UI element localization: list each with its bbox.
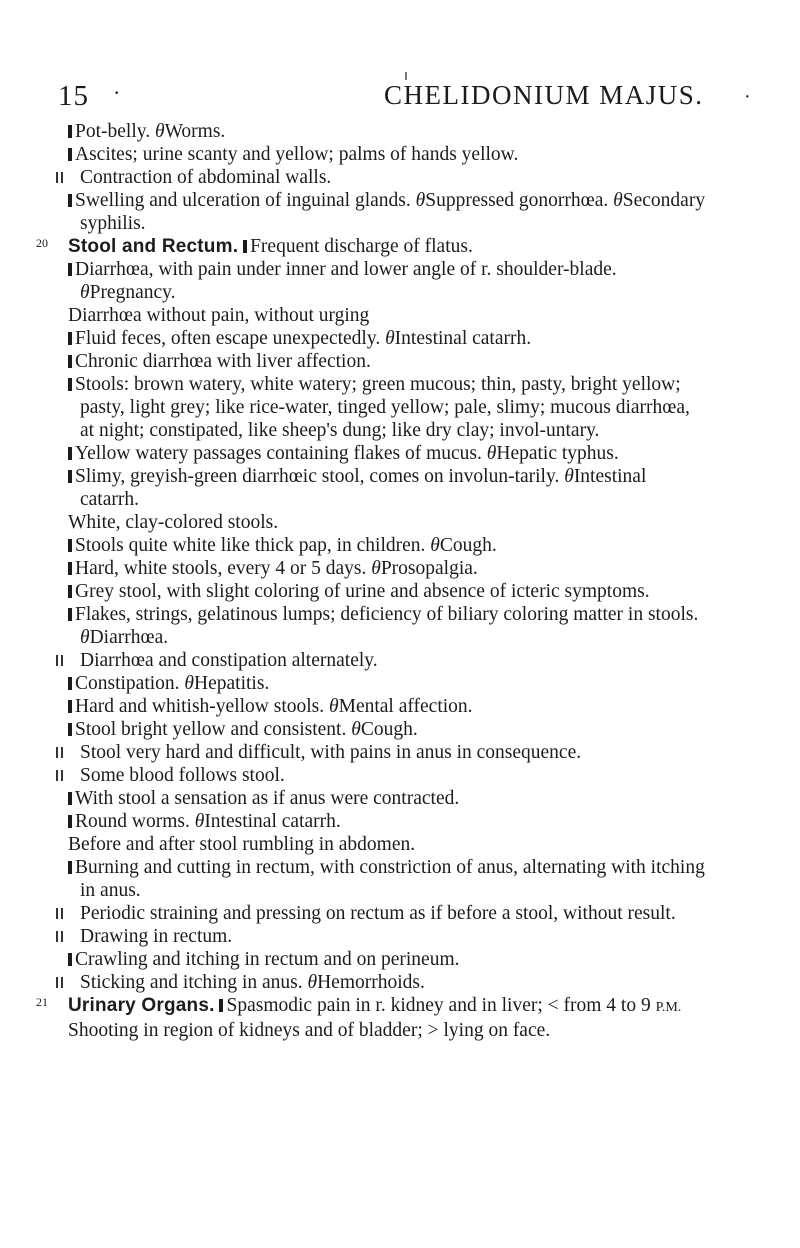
paragraph-text: Round worms. θIntestinal catarrh. — [75, 811, 341, 832]
paragraph-text: Fluid feces, often escape unexpectedly. θIntestinal catarrh. — [75, 328, 532, 349]
symptom-paragraph — [68, 718, 708, 741]
section-paragraph: 21 Urinary Organs. Spasmodic pain in r. kidney and in liver; < from 4 to 9 P.M. — [36, 995, 682, 1016]
double-bullet-mark — [68, 971, 80, 994]
running-header — [0, 72, 800, 112]
symptom-paragraph — [68, 557, 708, 580]
theta-symbol: θ — [307, 972, 318, 993]
symptom-paragraph — [68, 810, 708, 833]
symptom-paragraph — [68, 534, 708, 557]
paragraph-text: With stool a sensation as if anus were contracted. — [75, 788, 460, 809]
paragraph-text: Stools quite white like thick pap, in children. θCough. — [75, 535, 497, 556]
double-bullet-mark — [68, 166, 80, 189]
paragraph-text: Sticking and itching in anus. θHemorrhoids. — [80, 972, 425, 993]
symptom-paragraph — [68, 695, 708, 718]
symptom-paragraph — [68, 511, 708, 534]
double-bullet-mark — [68, 764, 80, 787]
bullet-mark — [68, 263, 72, 276]
page-number: 15 — [58, 80, 89, 112]
paragraph-text: Pot-belly. θWorms. — [75, 121, 226, 142]
paragraph-text: Ascites; urine scanty and yellow; palms of hands yellow. — [75, 144, 519, 165]
symptom-paragraph — [68, 948, 708, 971]
symptom-paragraph — [68, 143, 708, 166]
bullet-mark — [68, 562, 72, 575]
paragraph-text: Drawing in rectum. — [80, 926, 233, 947]
section-heading: Urinary Organs. — [68, 995, 215, 1016]
symptom-paragraph — [68, 120, 708, 143]
bullet-mark — [68, 585, 72, 598]
theta-symbol: θ — [415, 190, 426, 211]
bullet-mark — [68, 378, 72, 391]
paragraph-text: Constipation. θHepatitis. — [75, 673, 270, 694]
paragraph-text: Frequent discharge of flatus. — [250, 236, 473, 257]
paragraph-text: Yellow watery passages containing flakes of mucus. θHepatic typhus. — [75, 443, 619, 464]
symptom-paragraph — [68, 649, 708, 672]
theta-symbol: θ — [184, 673, 195, 694]
bullet-mark — [68, 539, 72, 552]
paragraph-text: Swelling and ulceration of inguinal glands. θSuppressed gonorrhœa. θSecondary syphilis. — [75, 190, 706, 234]
time-abbrev: P.M. — [655, 1000, 682, 1015]
theta-symbol: θ — [329, 696, 339, 717]
theta-symbol: θ — [564, 466, 574, 487]
header-mark: · — [744, 86, 751, 108]
paragraph-text: Diarrhœa without pain, without urging — [68, 305, 370, 326]
symptom-paragraph — [68, 327, 708, 350]
paragraph-text: Crawling and itching in rectum and on perineum. — [75, 949, 460, 970]
symptom-paragraph — [68, 442, 708, 465]
bullet-mark — [68, 194, 72, 207]
bullet-mark — [68, 332, 72, 345]
symptom-paragraph — [68, 603, 708, 649]
symptom-paragraph — [68, 465, 708, 511]
symptom-paragraph — [68, 304, 708, 327]
bullet-mark — [68, 723, 72, 736]
paragraph-text: White, clay-colored stools. — [68, 512, 279, 533]
paragraph-text: Diarrhœa, with pain under inner and lower angle of r. shoulder-blade. θPregnancy. — [75, 259, 617, 303]
symptom-paragraph — [68, 166, 708, 189]
symptom-paragraph — [68, 350, 708, 373]
bullet-mark — [68, 355, 72, 368]
symptom-paragraph — [68, 764, 708, 787]
bullet-mark — [219, 999, 223, 1012]
theta-symbol: θ — [486, 443, 497, 464]
paragraph-text: Hard and whitish-yellow stools. θMental affection. — [75, 696, 473, 717]
symptom-paragraph — [68, 672, 708, 695]
paragraph-text: Stool bright yellow and consistent. θCough. — [75, 719, 418, 740]
theta-symbol: θ — [430, 535, 440, 556]
theta-symbol: θ — [385, 328, 395, 349]
bullet-mark — [68, 447, 72, 460]
theta-symbol: θ — [371, 558, 381, 579]
symptom-paragraph — [68, 971, 708, 994]
theta-symbol: θ — [154, 121, 165, 142]
paragraph-text: Spasmodic pain in r. kidney and in liver; < from 4 to 9 P.M. — [226, 995, 682, 1016]
paragraph-text: Periodic straining and pressing on rectum as if before a stool, without result. — [80, 903, 676, 924]
paragraph-text: Burning and cutting in rectum, with constriction of anus, alternating with itching in anus. — [75, 857, 705, 901]
page-title: CHELIDONIUM MAJUS. — [384, 80, 704, 110]
paragraph-text: Before and after stool rumbling in abdomen. — [68, 834, 416, 855]
bullet-mark — [68, 815, 72, 828]
bullet-mark — [68, 608, 72, 621]
paragraph-text: Some blood follows stool. — [80, 765, 285, 786]
paragraph-text: Slimy, greyish-green diarrhœic stool, comes on involun-tarily. θIntestinal catarrh. — [75, 466, 647, 510]
bullet-mark — [68, 125, 72, 138]
paragraph-text: Diarrhœa and constipation alternately. — [80, 650, 378, 671]
bullet-mark — [68, 792, 72, 805]
double-bullet-mark — [68, 902, 80, 925]
bullet-mark — [68, 470, 72, 483]
bullet-mark — [68, 700, 72, 713]
symptom-list — [36, 120, 708, 1042]
bullet-mark — [68, 861, 72, 874]
paragraph-text: Contraction of abdominal walls. — [80, 167, 332, 188]
symptom-paragraph — [68, 787, 708, 810]
theta-symbol: θ — [80, 282, 90, 303]
symptom-paragraph — [68, 580, 708, 603]
symptom-paragraph — [68, 373, 708, 442]
bullet-mark — [68, 148, 72, 161]
paragraph-text: Grey stool, with slight coloring of urine and absence of icteric symptoms. — [75, 581, 650, 602]
header-separator: · — [113, 80, 121, 105]
paragraph-text: Flakes, strings, gelatinous lumps; deficiency of biliary coloring matter in stools. θDiarrhœa. — [75, 604, 699, 648]
header-tick-mark — [405, 72, 407, 80]
symptom-paragraph — [68, 925, 708, 948]
bullet-mark — [243, 240, 247, 253]
bullet-mark — [68, 677, 72, 690]
paragraph-text: Stools: brown watery, white watery; green mucous; thin, pasty, bright yellow; pasty, light grey; like rice-water, tinged yellow; pale, slimy; mucous diarrhœa, at night; constipated, like sheep's dung; like dry clay; invol-untary. — [75, 374, 690, 441]
symptom-paragraph — [68, 902, 708, 925]
double-bullet-mark — [68, 925, 80, 948]
double-bullet-mark — [68, 741, 80, 764]
theta-symbol: θ — [194, 811, 205, 832]
theta-symbol: θ — [80, 627, 90, 648]
theta-symbol: θ — [613, 190, 623, 211]
symptom-paragraph — [68, 1019, 708, 1042]
paragraph-text: Shooting in region of kidneys and of bladder; > lying on face. — [68, 1020, 551, 1041]
paragraph-text: Chronic diarrhœa with liver affection. — [75, 351, 371, 372]
symptom-paragraph — [68, 833, 708, 856]
symptom-paragraph — [68, 856, 708, 902]
symptom-paragraph — [68, 258, 708, 304]
symptom-paragraph — [68, 741, 708, 764]
symptom-paragraph — [68, 189, 708, 235]
paragraph-text: Hard, white stools, every 4 or 5 days. θProsopalgia. — [75, 558, 478, 579]
bullet-mark — [68, 953, 72, 966]
section-paragraph: 20 Stool and Rectum. Frequent discharge of flatus. — [36, 236, 473, 257]
paragraph-text: Stool very hard and difficult, with pains in anus in consequence. — [80, 742, 582, 763]
theta-symbol: θ — [351, 719, 361, 740]
double-bullet-mark — [68, 649, 80, 672]
section-heading: Stool and Rectum. — [68, 236, 239, 257]
